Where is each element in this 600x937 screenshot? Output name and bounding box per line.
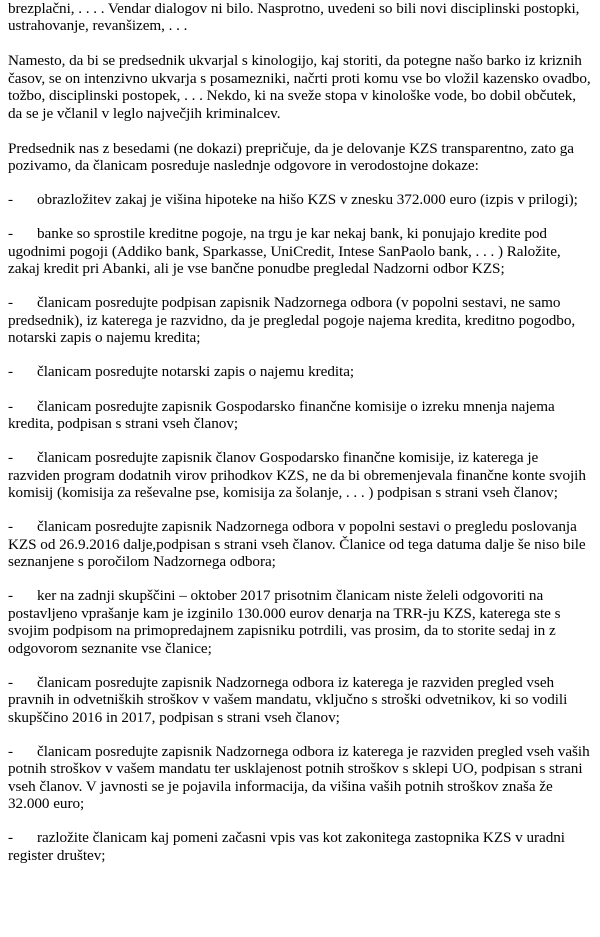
list-item-text: ker na zadnji skupščini – oktober 2017 prisotnim članicam niste želeli odgovoriti na postavljeno vprašanje kam je izginilo 130.000 eurov denarja na TRR-ju KZS, katerega ste s svojim podpisom na primopredajnem zapisniku potrdili, vas prosim, da to storite sedaj in z odgovorom seznanite vse članice; <box>8 587 561 657</box>
bullet-dash: - <box>8 363 14 381</box>
list-item-text: članicam posredujte zapisnik Nadzornega odbora iz katerega je razviden pregled vseh vaših potnih stroškov v vašem mandatu ter usklajenost potnih stroškov s sklepi UO, podpisan s strani vseh članov. V javnosti se je pojavila informacija, da višina vaših potnih stroškov znaša že 32.000 euro; <box>8 742 590 812</box>
paragraph-intro: brezplačni, . . . . Vendar dialogov ni bilo. Nasprotno, uvedeni so bili novi disciplinski postopki, ustrahovanje, revanšizem, . . . <box>8 0 580 35</box>
list-item <box>8 294 592 346</box>
list-item-text: obrazložitev zakaj je višina hipoteke na hišo KZS v znesku 372.000 euro (izpis v prilogi); <box>37 191 578 209</box>
bullet-dash: - <box>8 829 14 847</box>
bullet-dash: - <box>8 518 14 536</box>
document-page <box>8 0 592 864</box>
bullet-dash: - <box>8 742 14 760</box>
bullet-dash: - <box>8 294 14 312</box>
list-item-text: razložite članicam kaj pomeni začasni vpis vas kot zakonitega zastopnika KZS v uradni register društev; <box>8 829 565 864</box>
list-item-text: članicam posredujte notarski zapis o najemu kredita; <box>37 363 355 381</box>
list-item <box>8 587 592 657</box>
list-item <box>8 829 592 864</box>
list-item <box>8 743 592 813</box>
list-item <box>8 191 592 208</box>
bullet-dash: - <box>8 449 14 467</box>
list-item-text: članicam posredujte zapisnik Nadzornega odbora v popolni sestavi o pregledu poslovanja KZS od 26.9.2016 dalje,podpisan s strani vseh članov. Članice od tega datuma dalje še niso bile seznanjene s poročilom Nadzornega odbora; <box>8 518 586 571</box>
list-item <box>8 449 592 501</box>
bullet-dash: - <box>8 191 14 209</box>
paragraph-president-activity: Namesto, da bi se predsednik ukvarjal s kinologijo, kaj storiti, da potegne našo barko iz kriznih časov, se on intenzivno ukvarja s posamezniki, načrti proti komu vse bo vložil kazensko ovadbo, tožbo, disciplinski postopek, . . . Nekdo, ki na sveže stopa v kinološke vode, bo dobil občutek, da se je včlanil v leglo največjih kriminalcev. <box>8 52 591 122</box>
list-item-text: članicam posredujte zapisnik članov Gospodarsko finančne komisije, iz katerega je razviden program dodatnih virov prihodkov KZS, ne da bi obremenjevala finančne konte svojih komisij (komisija za reševalne pse, komisija za šolanje, . . . ) podpisan s strani vseh članov; <box>8 449 586 502</box>
list-item-text: banke so sprostile kreditne pogoje, na trgu je kar nekaj bank, ki ponujajo kredite pod ugodnimi pogoji (Addiko bank, Sparkasse, UniCredit, Intese SanPaolo bank, . . . ) Raložite, zakaj kredit pri Abanki, ali je vse bančne ponudbe pregledal Nadzorni odbor KZS; <box>8 225 561 278</box>
bullet-dash: - <box>8 397 14 415</box>
list-item <box>8 674 592 726</box>
list-item <box>8 225 592 277</box>
bullet-dash: - <box>8 673 14 691</box>
list-item-text: članicam posredujte podpisan zapisnik Nadzornega odbora (v popolni sestavi, ne samo predsednik), iz katerega je razvidno, da je pregledal pogoje najema kredita, kreditno pogodbo, notarski zapis o najemu kredita; <box>8 294 576 347</box>
list-item <box>8 363 592 380</box>
list-item <box>8 518 592 570</box>
list-item-text: članicam posredujte zapisnik Nadzornega odbora iz katerega je razviden pregled vseh pravnih in odvetniških stroškov v vašem mandatu, vključno s stroški odvetnikov, ki so vodili skupščino 2016 in 2017, podpisan s strani vseh članov; <box>8 673 568 726</box>
bullet-dash: - <box>8 587 14 605</box>
list-item <box>8 398 592 433</box>
bullet-dash: - <box>8 225 14 243</box>
list-item-text: članicam posredujte zapisnik Gospodarsko finančne komisije o izreku mnenja najema kredita, podpisan s strani vseh članov; <box>8 397 555 433</box>
paragraph-transparency-request: Predsednik nas z besedami (ne dokazi) prepričuje, da je delovanje KZS transparentno, zato ga pozivamo, da članicam posreduje naslednje odgovore in verodostojne dokaze: <box>8 139 574 175</box>
